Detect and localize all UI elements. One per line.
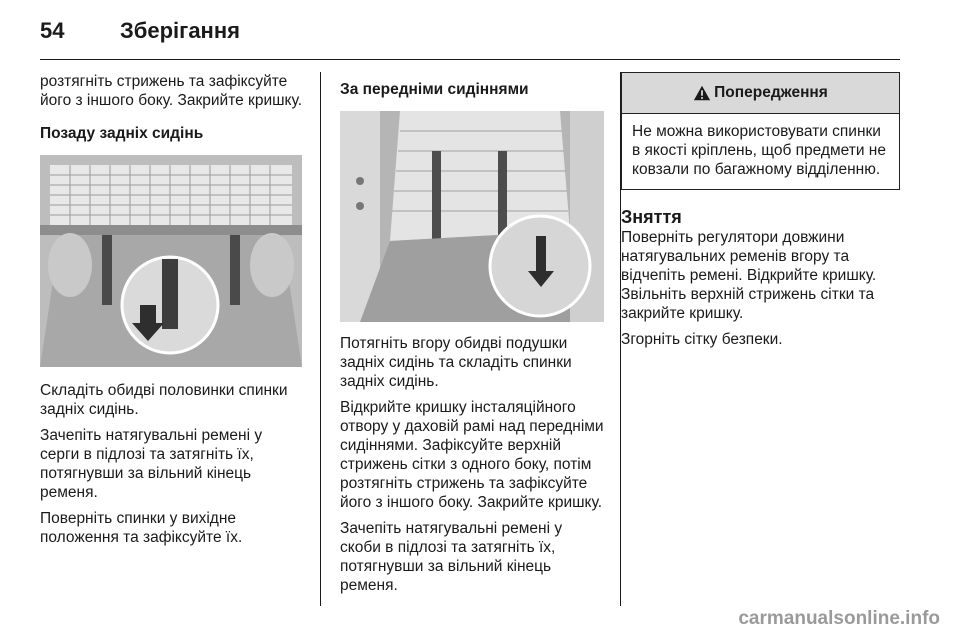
paragraph: Зачепіть натягувальні ремені у скоби в підлозі та затягніть їх, потягнувши за вільний кінець ременя. xyxy=(340,520,563,594)
column-3 xyxy=(621,72,900,356)
continued-paragraph: розтягніть стрижень та зафіксуйте його з іншого боку. Закрийте кришку. xyxy=(40,73,303,109)
paragraph: Зачепіть натягувальні ремені у серги в підлозі та затягніть їх, потягнувши за вільний кінець ременя. xyxy=(40,427,263,501)
warning-text: Не можна використовувати спинки в якості кріплень, щоб предмети не ковзали по багажному відділенню. xyxy=(632,123,886,178)
header-divider xyxy=(40,59,900,60)
paragraph: Відкрийте кришку інсталяційного отвору у даховій рамі над передніми сидіннями. Зафіксуйте верхній стрижень сітки з одного боку, потім розтягніть стрижень та зафіксуйте його з іншого боку. Закрийте кришку. xyxy=(340,399,604,511)
paragraph: Згорніть сітку безпеки. xyxy=(621,331,783,348)
warning-title: Попередження xyxy=(714,84,828,101)
front-seats-net-illustration xyxy=(340,111,604,322)
paragraph: Потягніть вгору обидві подушки задніх сидінь та складіть спинки задніх сидінь. xyxy=(340,335,572,390)
section-title: Зберігання xyxy=(120,18,240,43)
cargo-area-illustration xyxy=(40,155,302,367)
paragraph: Складіть обидві половинки спинки задніх сидінь. xyxy=(40,382,288,418)
warning-body xyxy=(622,114,899,189)
page-number: 54 xyxy=(40,18,65,43)
column-2 xyxy=(340,72,604,602)
paragraph: Поверніть спинки у вихідне положення та зафіксуйте їх. xyxy=(40,510,243,546)
heading-behind-rear-seats: Позаду задніх сидінь xyxy=(40,125,204,142)
watermark: carmanualsonline.info xyxy=(738,608,940,629)
column-1 xyxy=(40,72,304,554)
paragraph: Поверніть регулятори довжини натягувальних ременів вгору та відчепіть ремені. Відкрийте кришку. Звільніть верхній стрижень сітки та закрийте кришку. xyxy=(621,229,877,322)
heading-removal: Зняття xyxy=(621,207,682,227)
warning-header xyxy=(622,73,899,114)
page-header xyxy=(40,14,900,54)
warning-triangle-icon xyxy=(693,84,711,102)
column-divider xyxy=(320,72,321,606)
warning-box xyxy=(621,72,900,190)
heading-behind-front-seats: За передніми сидіннями xyxy=(340,81,529,98)
